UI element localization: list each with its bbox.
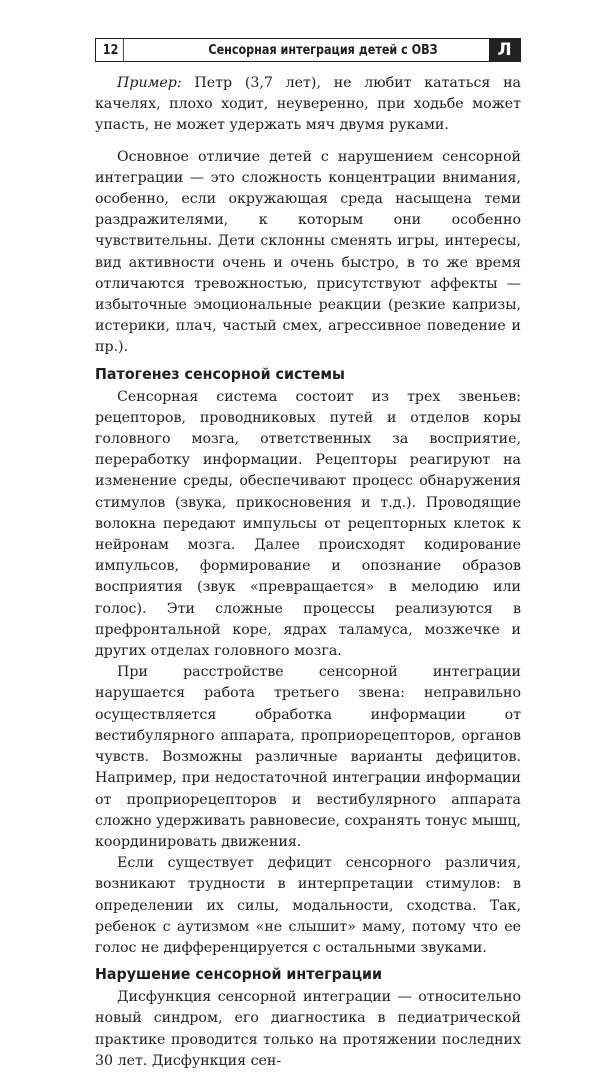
example-text: Петр (3,7 лет), не любит кататься на качелях, плохо ходит, неуверенно, при ходьбе может упасть, не может удержать мяч двумя руками. (95, 75, 521, 134)
page-body (95, 73, 521, 1072)
paragraph-attention: Основное отличие детей с нарушением сенсорной интеграции — это сложность концентрации внимания, особенно, если окружающая среда насыщена теми раздражителями, к которым они особенно чувствительны. Дети склонны сменять игры, интересы, вид активности очень и очень быстро, в то же время отличаются тревожностью, присутствуют аффекты — избыточные эмоциональные реакции (резкие капризы, истерики, плач, частый смех, агрессивное поведение и пр.). (95, 148, 521, 356)
paragraph-third-link: При расстройстве сенсорной интеграции нарушается работа третьего звена: неправильно осуществляется обработка информации от вестибулярного аппарата, проприорецепторов, органов чувств. Возможны различные варианты дефицитов. Например, при недостаточной интеграции информации от проприорецепторов и вестибулярного аппарата сложно удерживать равновесие, сохранять тонус мышц, координировать движения. (95, 664, 521, 850)
example-paragraph (95, 73, 521, 137)
heading-pathogenesis: Патогенез сенсорной системы (95, 364, 345, 383)
section-badge: Л (489, 39, 520, 61)
example-label: Пример: (117, 75, 182, 91)
paragraph-dysfunction: Дисфункция сенсорной интеграции — относительно новый синдром, его диагностика в педиатрической практике проводится только на протяжении последних 30 лет. Дисфункция сен- (95, 989, 521, 1069)
paragraph-sensory-system: Сенсорная система состоит из трех звеньев: рецепторов, проводниковых путей и отделов коры головного мозга, ответственных за восприятие, переработку информации. Рецепторы реагируют на изменение среды, обеспечивают процесс обнаружения стимулов (звука, прикосновения и т.д.). Проводящие волокна передают импульсы от рецепторных клеток к нейронам мозга. Далее происходят кодирование импульсов, формирование и опознание образов восприятия (звук «превращается» в мелодию или голос). Эти сложные процессы реализуются в префронтальной коре, ядрах таламуса, мозжечке и других отделах головного мозга. (95, 388, 521, 660)
page-number: 12 (98, 39, 124, 61)
paragraph-discrimination-deficit: Если существует дефицит сенсорного различия, возникают трудности в интерпретации стимулов: в определении их силы, модальности, сходства. Так, ребенок с аутизмом «не слышит» маму, потому что ее голос не дифференцируется с остальными звуками. (95, 855, 521, 956)
running-header (95, 38, 521, 62)
running-title: Сенсорная интеграция детей с ОВЗ (208, 42, 438, 58)
heading-sensory-integration-disorder: Нарушение сенсорной интеграции (95, 965, 383, 984)
